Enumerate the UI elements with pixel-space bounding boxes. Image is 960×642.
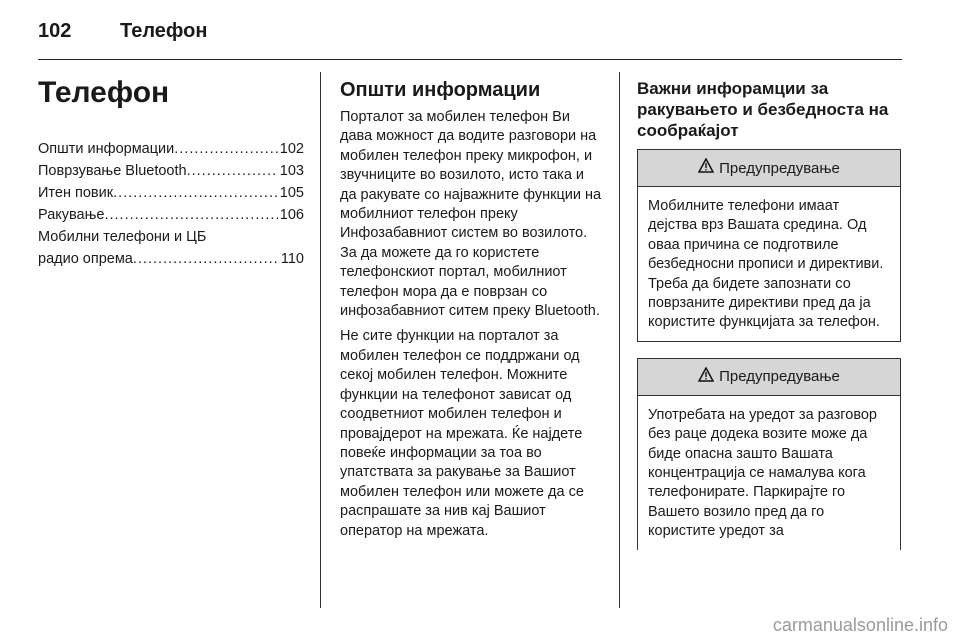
column-toc bbox=[38, 76, 304, 270]
chapter-title: Телефон bbox=[38, 76, 170, 109]
toc-leader-dots bbox=[113, 182, 278, 204]
warning-triangle-icon bbox=[698, 158, 714, 178]
header-title: Телефон bbox=[120, 20, 208, 42]
toc-leader-dots bbox=[104, 204, 277, 226]
toc-entry-label-line1: Мобилни телефони и ЦБ bbox=[38, 229, 207, 245]
page-header bbox=[38, 20, 902, 48]
body-paragraph: Не сите функции на порталот за мобилен телефон се поддржани од секој мобилен телефон. Можните функции на телефонот зависат од соодветниот мобилен телефон и провајдерот на мрежата. Ќе најдете повеќе информации за тоа во упатствата за ракување за Вашиот мобилен телефон или можете да се распрашате за нив кај Вашиот оператор на мрежата. bbox=[340, 328, 584, 539]
toc-entry-label: Итен повик bbox=[38, 185, 114, 201]
toc-entry-label: Поврзување Bluetooth bbox=[38, 163, 187, 179]
warning-header bbox=[638, 150, 900, 187]
warning-text: Употребата на уредот за разговор без раце додека возите може да биде опасна зашто Вашата концентрација се намалува кога телефонирате. Паркирајте го Вашето возило пред да го користите уредот за bbox=[648, 406, 877, 540]
section-heading: Општи информации bbox=[340, 79, 541, 101]
toc-entry-label-line2: радио опрема bbox=[38, 251, 133, 267]
toc-entry-page: 103 bbox=[279, 163, 304, 179]
column-divider-1 bbox=[320, 72, 321, 608]
header-divider bbox=[38, 59, 902, 60]
toc-entry-page: 110 bbox=[280, 251, 304, 267]
toc-entry-label: Ракување bbox=[38, 207, 105, 223]
warning-text: Мобилните телефони имаат дејства врз Вашата средина. Од оваа причина се подготвиле безбедносни прописи и директиви. Треба да бидете запознати со поврзаните директиви пред да ја користите функцијата за телефон. bbox=[648, 198, 884, 331]
warning-box bbox=[637, 358, 901, 550]
warning-box bbox=[637, 149, 901, 342]
toc-entry-page: 102 bbox=[279, 141, 304, 157]
toc-entry[interactable] bbox=[38, 182, 304, 204]
column-safety bbox=[637, 78, 901, 566]
section-heading: Важни инфорамции за ракувањето и безбедноста на сообраќајот bbox=[637, 79, 889, 140]
toc-entry[interactable] bbox=[38, 204, 304, 226]
watermark: carmanualsonline.info bbox=[772, 615, 948, 635]
column-general-info bbox=[340, 78, 602, 547]
toc-leader-dots bbox=[174, 138, 278, 160]
toc-leader-dots bbox=[187, 160, 278, 182]
toc-entry-page: 106 bbox=[279, 207, 304, 223]
column-divider-2 bbox=[619, 72, 620, 608]
warning-title: Предупредување bbox=[719, 159, 840, 177]
toc-entry[interactable] bbox=[38, 226, 304, 270]
table-of-contents bbox=[38, 138, 304, 270]
toc-entry-label: Општи информации bbox=[38, 141, 175, 157]
toc-entry[interactable] bbox=[38, 160, 304, 182]
warning-header bbox=[638, 359, 900, 396]
toc-entry[interactable] bbox=[38, 138, 304, 160]
toc-entry-page: 105 bbox=[279, 185, 304, 201]
toc-leader-dots bbox=[133, 248, 279, 270]
page-number: 102 bbox=[38, 20, 72, 42]
warning-triangle-icon bbox=[698, 367, 714, 387]
warning-title: Предупредување bbox=[719, 368, 840, 386]
body-paragraph: Порталот за мобилен телефон Ви дава можност да водите разговори на мобилен телефон преку микрофон, и звучниците во возилото, исто така и да ракувате со најважните функции на мобилниот телефон преку Инфозабавниот систем во возилото. За да можете да го користете телефонскиот портал, мобилниот телефон мора да е поврзан со инфозабавниот ситем преку Bluetooth. bbox=[340, 109, 602, 320]
